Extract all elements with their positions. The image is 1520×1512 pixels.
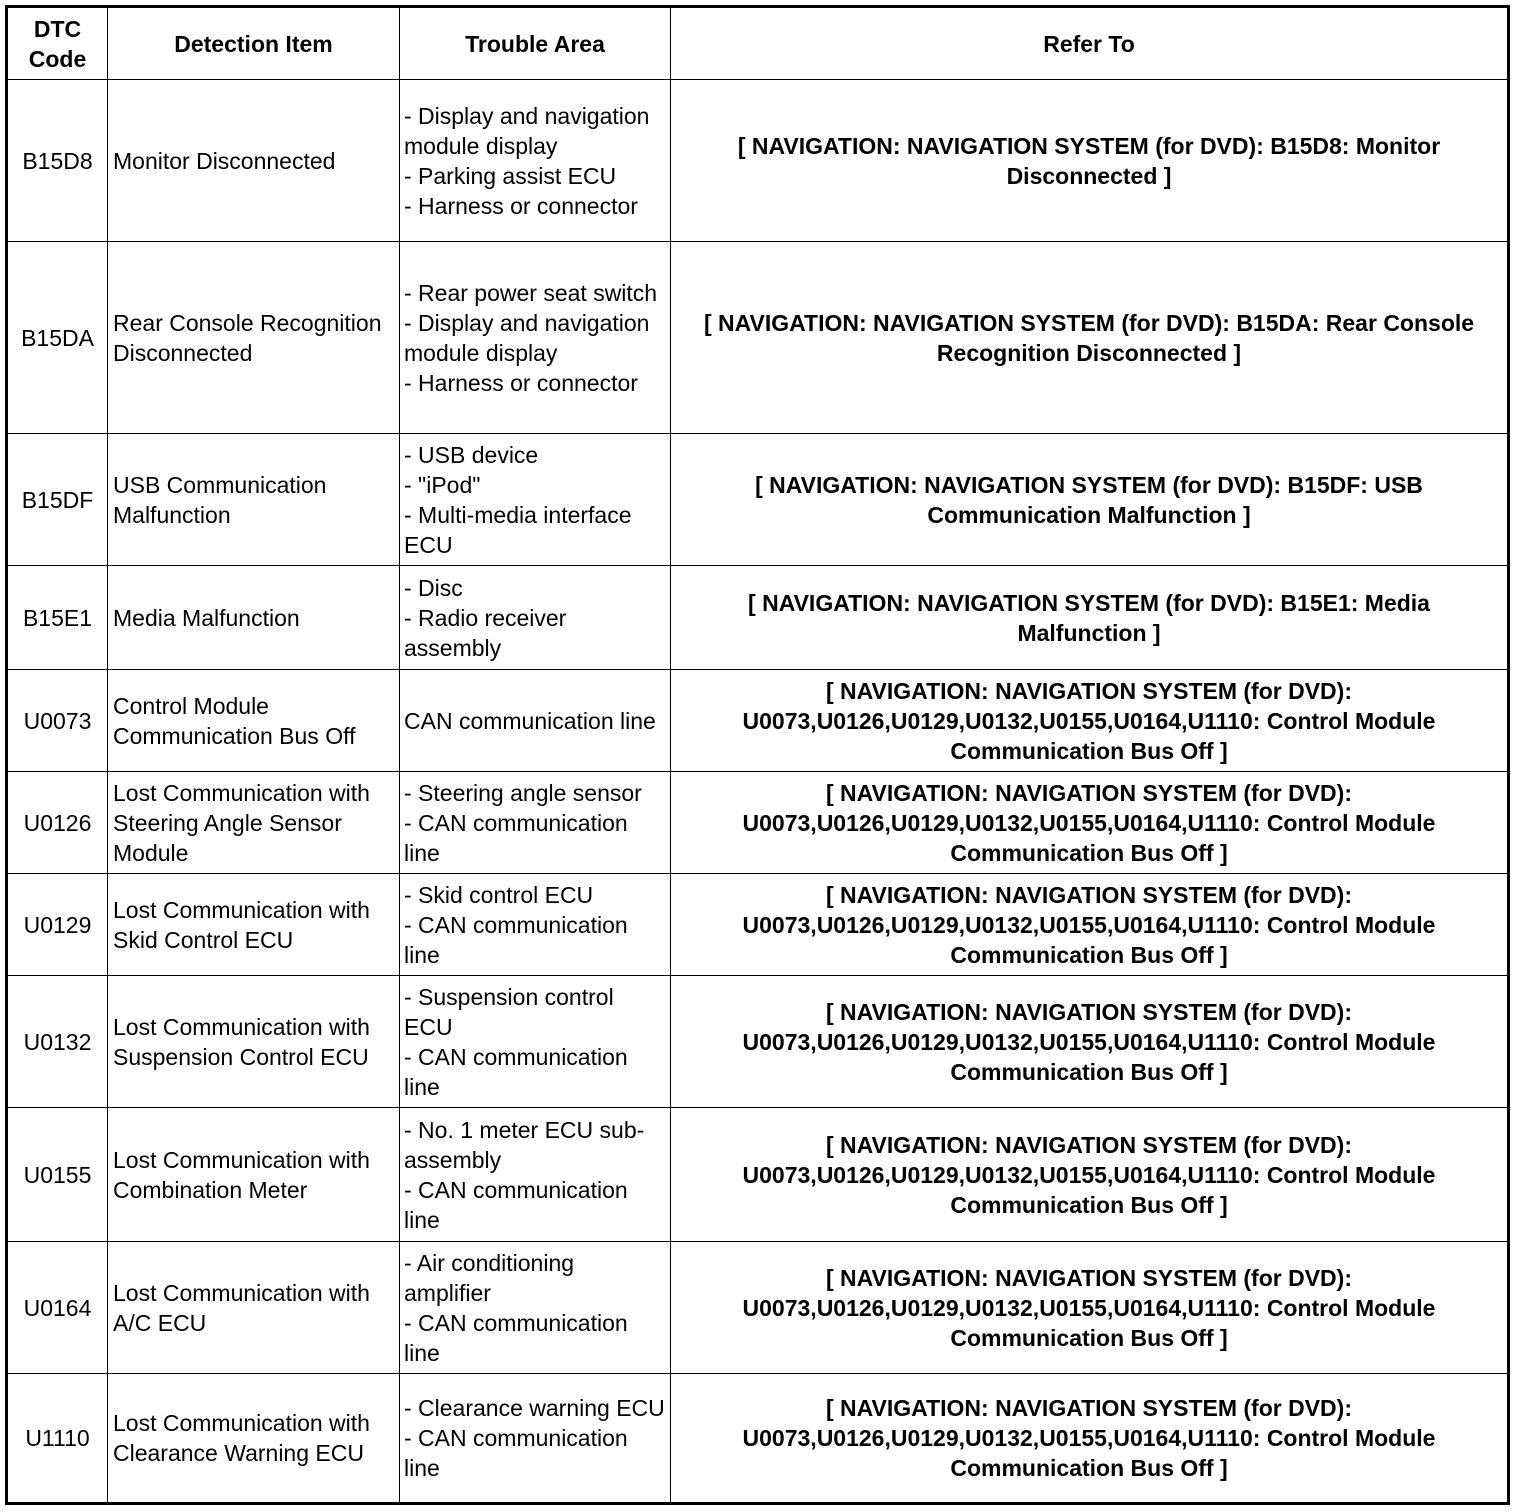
trouble-area-line: - Suspension control ECU [404,983,614,1040]
dtc-code-cell: U0164 [7,1242,108,1374]
detection-item-cell: Control Module Communication Bus Off [108,670,400,772]
refer-to-cell: [ NAVIGATION: NAVIGATION SYSTEM (for DVD): U0073,U0126,U0129,U0132,U0155,U0164,U1110: Control Module Communication Bus Off ] [671,670,1509,772]
trouble-area-line: - CAN communication line [404,1176,628,1233]
dtc-code-cell: B15DF [7,434,108,566]
trouble-area-cell [400,772,671,874]
table-row [7,1108,1509,1242]
table-body [7,80,1509,1504]
trouble-area-line: - Harness or connector [404,369,638,396]
trouble-area-line: - CAN communication line [404,809,628,866]
refer-to-cell: [ NAVIGATION: NAVIGATION SYSTEM (for DVD): U0073,U0126,U0129,U0132,U0155,U0164,U1110: Control Module Communication Bus Off ] [671,1108,1509,1242]
detection-item-cell: Rear Console Recognition Disconnected [108,242,400,434]
trouble-area-line: - USB device [404,441,539,468]
trouble-area-cell [400,1108,671,1242]
trouble-area-cell [400,434,671,566]
detection-item-cell: Lost Communication with Combination Meter [108,1108,400,1242]
trouble-area-cell [400,670,671,772]
trouble-area-line: - Rear power seat switch [404,279,658,306]
trouble-area-cell [400,1242,671,1374]
trouble-area-line: - Steering angle sensor [404,779,642,806]
refer-to-cell: [ NAVIGATION: NAVIGATION SYSTEM (for DVD): B15DF: USB Communication Malfunction ] [671,434,1509,566]
trouble-area-line: - Air conditioning amplifier [404,1249,575,1306]
detection-item-cell: USB Communication Malfunction [108,434,400,566]
dtc-code-cell: U0132 [7,976,108,1108]
dtc-code-cell: B15D8 [7,80,108,242]
table-row [7,242,1509,434]
refer-to-cell: [ NAVIGATION: NAVIGATION SYSTEM (for DVD): U0073,U0126,U0129,U0132,U0155,U0164,U1110: Control Module Communication Bus Off ] [671,1242,1509,1374]
detection-item-cell: Media Malfunction [108,566,400,670]
trouble-area-line: - Disc [404,574,463,601]
table-row [7,80,1509,242]
trouble-area-cell [400,874,671,976]
trouble-area-cell [400,566,671,670]
table-row [7,566,1509,670]
refer-to-cell: [ NAVIGATION: NAVIGATION SYSTEM (for DVD): U0073,U0126,U0129,U0132,U0155,U0164,U1110: Control Module Communication Bus Off ] [671,874,1509,976]
trouble-area-line: - Parking assist ECU [404,162,617,189]
dtc-code-cell: B15DA [7,242,108,434]
detection-item-cell: Lost Communication with Skid Control ECU [108,874,400,976]
refer-to-cell: [ NAVIGATION: NAVIGATION SYSTEM (for DVD): B15D8: Monitor Disconnected ] [671,80,1509,242]
header-detection-item: Detection Item [108,7,400,80]
dtc-code-cell: U0129 [7,874,108,976]
trouble-area-cell [400,976,671,1108]
detection-item-cell: Monitor Disconnected [108,80,400,242]
refer-to-cell: [ NAVIGATION: NAVIGATION SYSTEM (for DVD): U0073,U0126,U0129,U0132,U0155,U0164,U1110: Control Module Communication Bus Off ] [671,976,1509,1108]
refer-to-cell: [ NAVIGATION: NAVIGATION SYSTEM (for DVD): U0073,U0126,U0129,U0132,U0155,U0164,U1110: Control Module Communication Bus Off ] [671,1374,1509,1504]
refer-to-cell: [ NAVIGATION: NAVIGATION SYSTEM (for DVD): U0073,U0126,U0129,U0132,U0155,U0164,U1110: Control Module Communication Bus Off ] [671,772,1509,874]
trouble-area-line: - CAN communication line [404,1309,628,1366]
table-row [7,434,1509,566]
detection-item-cell: Lost Communication with Clearance Warning ECU [108,1374,400,1504]
trouble-area-cell [400,80,671,242]
detection-item-cell: Lost Communication with A/C ECU [108,1242,400,1374]
trouble-area-line: - CAN communication line [404,911,628,968]
trouble-area-line: - Display and navigation module display [404,102,650,159]
table-row [7,772,1509,874]
trouble-area-cell [400,242,671,434]
refer-to-cell: [ NAVIGATION: NAVIGATION SYSTEM (for DVD): B15DA: Rear Console Recognition Disconnected ] [671,242,1509,434]
detection-item-cell: Lost Communication with Steering Angle Sensor Module [108,772,400,874]
refer-to-cell: [ NAVIGATION: NAVIGATION SYSTEM (for DVD): B15E1: Media Malfunction ] [671,566,1509,670]
trouble-area-line: - "iPod" [404,471,481,498]
dtc-code-cell: U0073 [7,670,108,772]
trouble-area-line: - Harness or connector [404,192,638,219]
trouble-area-line: - CAN communication line [404,1043,628,1100]
header-refer-to: Refer To [671,7,1509,80]
table-header-row [7,7,1509,80]
table-row [7,1242,1509,1374]
trouble-area-line: - Skid control ECU [404,881,594,908]
trouble-area-line: - Radio receiver assembly [404,604,567,661]
table-row [7,976,1509,1108]
header-dtc-code: DTC Code [7,7,108,80]
table-row [7,670,1509,772]
table-row [7,874,1509,976]
dtc-code-cell: B15E1 [7,566,108,670]
trouble-area-line: - Display and navigation module display [404,309,650,366]
trouble-area-line: - Multi-media interface ECU [404,501,632,558]
trouble-area-line: - No. 1 meter ECU sub-assembly [404,1116,645,1173]
header-trouble-area: Trouble Area [400,7,671,80]
dtc-code-cell: U1110 [7,1374,108,1504]
dtc-table [5,5,1510,1505]
trouble-area-line: - Clearance warning ECU [404,1395,665,1421]
trouble-area-line: - CAN communication line [404,1425,628,1481]
dtc-code-cell: U0126 [7,772,108,874]
dtc-code-cell: U0155 [7,1108,108,1242]
trouble-area-line: CAN communication line [404,707,656,734]
detection-item-cell: Lost Communication with Suspension Control ECU [108,976,400,1108]
table-row [7,1374,1509,1504]
trouble-area-cell [400,1374,671,1504]
